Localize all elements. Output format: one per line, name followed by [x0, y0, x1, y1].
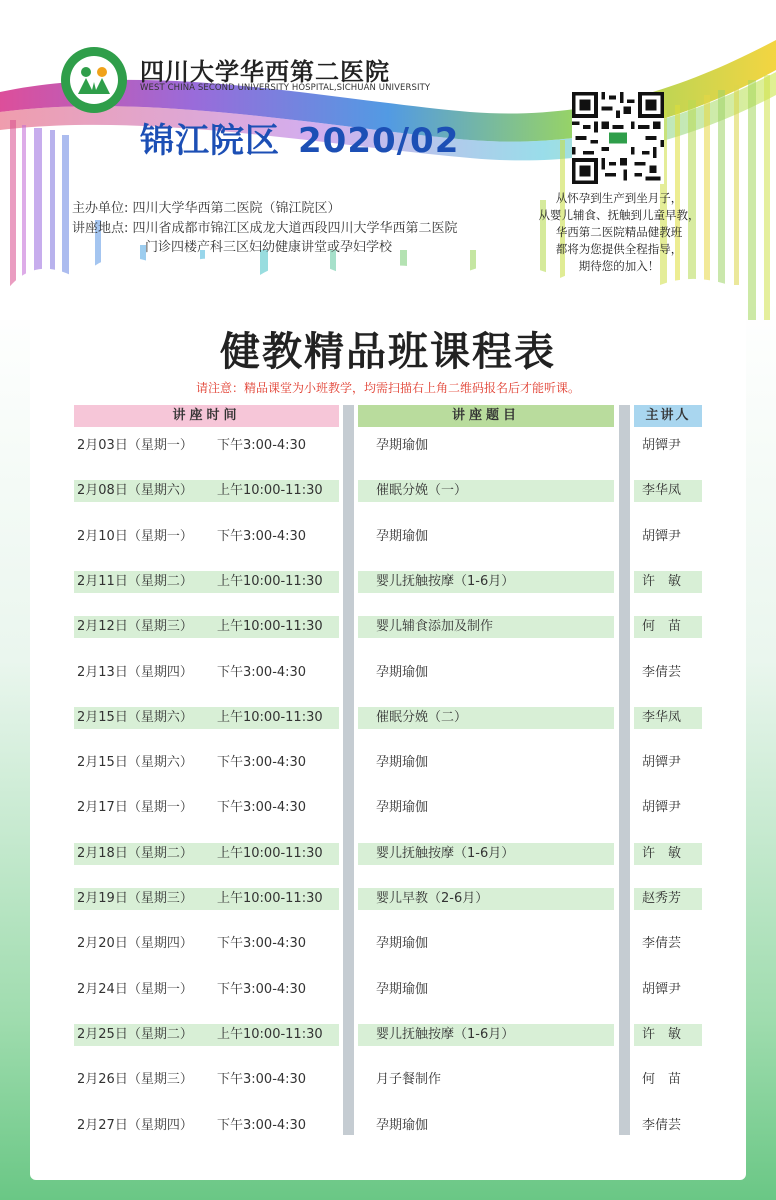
registration-notice: 请注意：精品课堂为小班教学，均需扫描右上角二维码报名后才能听课。 [195, 381, 580, 395]
venue-line-2: 门诊四楼产科三区妇幼健康讲堂或孕妇学校 [145, 240, 393, 255]
lecture-time: 上午10:00-11:30 [217, 619, 323, 635]
lecture-time: 下午3:00-4:30 [217, 936, 307, 952]
lecture-speaker: 何 苗 [634, 616, 702, 638]
time-cell [74, 662, 339, 684]
lecture-topic: 孕期瑜伽 [376, 1117, 429, 1133]
table-row [74, 979, 702, 1001]
lecture-speaker: 许 敏 [634, 1024, 702, 1046]
lecture-topic: 孕期瑜伽 [376, 528, 429, 544]
lecture-topic: 孕期瑜伽 [376, 800, 429, 816]
lecture-date: 2月03日（星期一） [77, 438, 193, 453]
lecture-speaker: 胡镡尹 [642, 800, 682, 816]
slogan-line: 华西第二医院精品健教班 [555, 225, 683, 239]
lecture-date: 2月17日（星期一） [77, 800, 193, 816]
lecture-time: 下午3:00-4:30 [217, 528, 307, 544]
time-cell [74, 843, 339, 865]
table-row [74, 1024, 702, 1046]
lecture-date: 2月15日（星期六） [77, 755, 193, 771]
lecture-topic: 孕期瑜伽 [376, 981, 429, 997]
table-row [74, 843, 702, 865]
lecture-date: 2月18日（星期二） [77, 845, 193, 861]
hospital-name-en: WEST CHINA SECOND UNIVERSITY HOSPITAL,SICHUAN UNIVERSITY [140, 83, 431, 93]
lecture-speaker: 胡镡尹 [642, 438, 682, 453]
time-cell [74, 797, 339, 819]
hospital-logo [60, 46, 128, 114]
table-row [74, 797, 702, 819]
lecture-date: 2月11日（星期二） [77, 573, 193, 589]
column-header-topic: 讲座题目 [358, 405, 614, 427]
time-cell [74, 480, 339, 502]
time-cell [74, 888, 339, 910]
table-row [74, 571, 702, 593]
slogan-line: 都将为您提供全程指导， [555, 242, 683, 256]
venue-value-1: 四川省成都市锦江区成龙大道西段四川大学华西第二医院 [132, 221, 458, 236]
time-cell [74, 933, 339, 955]
lecture-topic: 婴儿辅食添加及制作 [358, 616, 614, 638]
lecture-speaker: 何 苗 [642, 1072, 682, 1088]
lecture-date: 2月10日（星期一） [77, 528, 193, 544]
lecture-time: 上午10:00-11:30 [217, 709, 323, 725]
lecture-time: 下午3:00-4:30 [217, 438, 307, 453]
time-cell [74, 979, 339, 1001]
lecture-date: 2月13日（星期四） [77, 664, 193, 680]
time-cell [74, 752, 339, 774]
time-cell [74, 571, 339, 593]
lecture-time: 上午10:00-11:30 [217, 891, 323, 906]
lecture-speaker: 胡镡尹 [642, 981, 682, 997]
qr-code[interactable] [572, 92, 664, 184]
lecture-time: 下午3:00-4:30 [217, 755, 307, 771]
lecture-date: 2月19日（星期三） [77, 891, 193, 906]
slogan-line: 从婴儿辅食、抚触到儿童早教， [538, 208, 700, 222]
table-row [74, 933, 702, 955]
table-row [74, 707, 702, 729]
lecture-topic: 婴儿早教（2-6月） [358, 888, 614, 910]
lecture-date: 2月08日（星期六） [77, 483, 193, 499]
table-row [74, 435, 702, 457]
time-cell [74, 616, 339, 638]
time-cell [74, 435, 339, 457]
table-row [74, 752, 702, 774]
slogan [528, 190, 710, 275]
table-row [74, 662, 702, 684]
table-row [74, 888, 702, 910]
lecture-topic: 婴儿抚触按摩（1-6月） [358, 571, 614, 593]
lecture-time: 上午10:00-11:30 [217, 483, 323, 499]
lecture-date: 2月25日（星期二） [77, 1026, 193, 1042]
lecture-topic: 催眠分娩（一） [358, 480, 614, 502]
lecture-time: 下午3:00-4:30 [217, 981, 307, 997]
lecture-speaker: 李倩芸 [642, 1117, 682, 1133]
time-cell [74, 1069, 339, 1091]
table-row [74, 526, 702, 548]
column-header-speaker: 主讲人 [634, 405, 702, 427]
lecture-speaker: 李华凤 [634, 480, 702, 502]
organizer-label: 主办单位: [72, 201, 129, 216]
time-cell [74, 1024, 339, 1046]
organizer-value: 四川大学华西第二医院（锦江院区） [132, 201, 341, 216]
campus-heading [140, 113, 459, 162]
time-cell [74, 526, 339, 548]
lecture-topic: 孕期瑜伽 [376, 936, 429, 952]
lecture-time: 下午3:00-4:30 [217, 1072, 307, 1088]
lecture-speaker: 李华凤 [634, 707, 702, 729]
lecture-speaker: 许 敏 [634, 571, 702, 593]
venue-line [72, 217, 458, 236]
lecture-speaker: 李倩芸 [642, 936, 682, 952]
lecture-topic: 催眠分娩（二） [358, 707, 614, 729]
campus-name: 锦江院区 [140, 121, 280, 161]
lecture-date: 2月20日（星期四） [77, 936, 193, 952]
lecture-topic: 月子餐制作 [376, 1072, 442, 1088]
lecture-time: 下午3:00-4:30 [217, 1117, 307, 1133]
lecture-time: 上午10:00-11:30 [217, 1026, 323, 1042]
schedule-month: 2020/02 [298, 121, 460, 161]
table-row [74, 480, 702, 502]
lecture-topic: 孕期瑜伽 [376, 755, 429, 771]
lecture-date: 2月12日（星期三） [77, 619, 193, 635]
lecture-date: 2月15日（星期六） [77, 709, 193, 725]
lecture-topic: 婴儿抚触按摩（1-6月） [358, 1024, 614, 1046]
lecture-speaker: 胡镡尹 [642, 528, 682, 544]
lecture-date: 2月24日（星期一） [77, 981, 193, 997]
lecture-topic: 婴儿抚触按摩（1-6月） [358, 843, 614, 865]
time-cell [74, 707, 339, 729]
lecture-topic: 孕期瑜伽 [376, 664, 429, 680]
column-header-time: 讲座时间 [74, 405, 339, 427]
lecture-speaker: 胡镡尹 [642, 755, 682, 771]
table-row [74, 1069, 702, 1091]
lecture-speaker: 李倩芸 [642, 664, 682, 680]
slogan-line: 从怀孕到生产到坐月子， [555, 191, 683, 205]
venue-label: 讲座地点: [72, 221, 129, 236]
lecture-topic: 孕期瑜伽 [376, 438, 429, 453]
time-cell [74, 1115, 339, 1137]
lecture-date: 2月27日（星期四） [77, 1117, 193, 1133]
lecture-time: 上午10:00-11:30 [217, 845, 323, 861]
schedule-title: 健教精品班课程表 [220, 328, 556, 375]
lecture-speaker: 赵秀芳 [634, 888, 702, 910]
table-row [74, 1115, 702, 1137]
lecture-speaker: 许 敏 [634, 843, 702, 865]
hospital-name-cn: 四川大学华西第二医院 [140, 58, 390, 86]
organizer-line [72, 197, 341, 216]
slogan-line: 期待您的加入！ [578, 259, 660, 273]
lecture-time: 上午10:00-11:30 [217, 573, 323, 589]
lecture-time: 下午3:00-4:30 [217, 664, 307, 680]
lecture-date: 2月26日（星期三） [77, 1072, 193, 1088]
lecture-time: 下午3:00-4:30 [217, 800, 307, 816]
table-row [74, 616, 702, 638]
